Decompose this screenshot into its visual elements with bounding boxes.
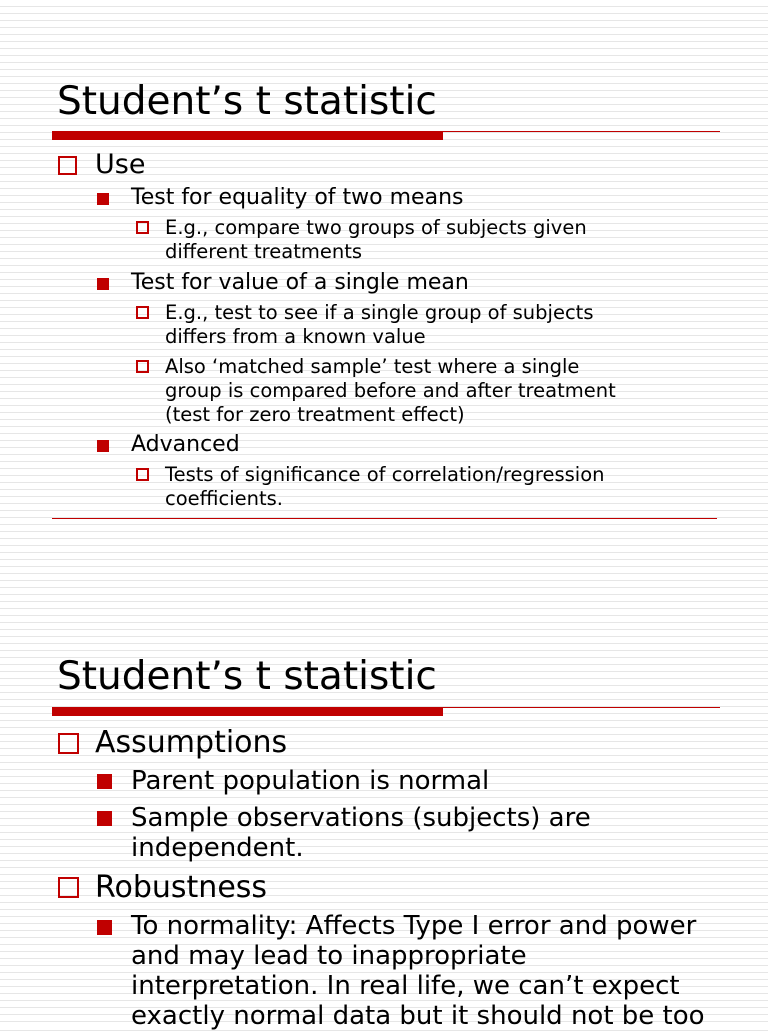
hollow-square-bullet-icon: [58, 733, 79, 754]
bullet-sample: Sample observations (subjects) are independent.: [131, 803, 591, 863]
hollow-square-bullet-icon: [136, 221, 149, 234]
bullet-robustness: Robustness: [95, 870, 268, 905]
hollow-square-bullet-icon: [136, 306, 149, 319]
bullet-eg-compare: E.g., compare two groups of subjects given different treatments: [165, 216, 587, 263]
slide-bottom-rule: [52, 518, 717, 519]
filled-square-bullet-icon: [97, 193, 109, 205]
bullet-use: Use: [95, 149, 146, 180]
title-underline-thick: [52, 707, 443, 716]
slide-title: Student’s t statistic: [57, 79, 437, 124]
bullet-matched: Also ‘matched sample’ test where a single group is compared before and after treatment (test for zero treatment effect): [165, 355, 616, 426]
filled-square-bullet-icon: [97, 811, 112, 826]
title-underline-thin: [443, 707, 720, 708]
filled-square-bullet-icon: [97, 440, 109, 452]
slide-2: [0, 580, 768, 1031]
title-underline-thick: [52, 131, 443, 140]
bullet-parent: Parent population is normal: [131, 766, 490, 796]
title-underline-thin: [443, 131, 720, 132]
bullet-test-value: Test for value of a single mean: [131, 270, 469, 295]
filled-square-bullet-icon: [97, 278, 109, 290]
hollow-square-bullet-icon: [136, 468, 149, 481]
bullet-assumptions: Assumptions: [95, 725, 288, 760]
filled-square-bullet-icon: [97, 774, 112, 789]
bullet-test-equality: Test for equality of two means: [131, 185, 464, 210]
filled-square-bullet-icon: [97, 920, 112, 935]
bullet-advanced: Advanced: [131, 432, 240, 457]
bullet-normality: To normality: Affects Type I error and power and may lead to inappropriate interpretation. In real life, we can’t expect exactly normal data but it should not be too: [131, 911, 705, 1031]
bullet-eg-test: E.g., test to see if a single group of subjects differs from a known value: [165, 301, 594, 348]
hollow-square-bullet-icon: [58, 877, 79, 898]
hollow-square-bullet-icon: [136, 360, 149, 373]
hollow-square-bullet-icon: [58, 156, 77, 175]
slide-title: Student’s t statistic: [57, 654, 437, 699]
bullet-tests-significance: Tests of significance of correlation/regression coefficients.: [165, 463, 605, 510]
